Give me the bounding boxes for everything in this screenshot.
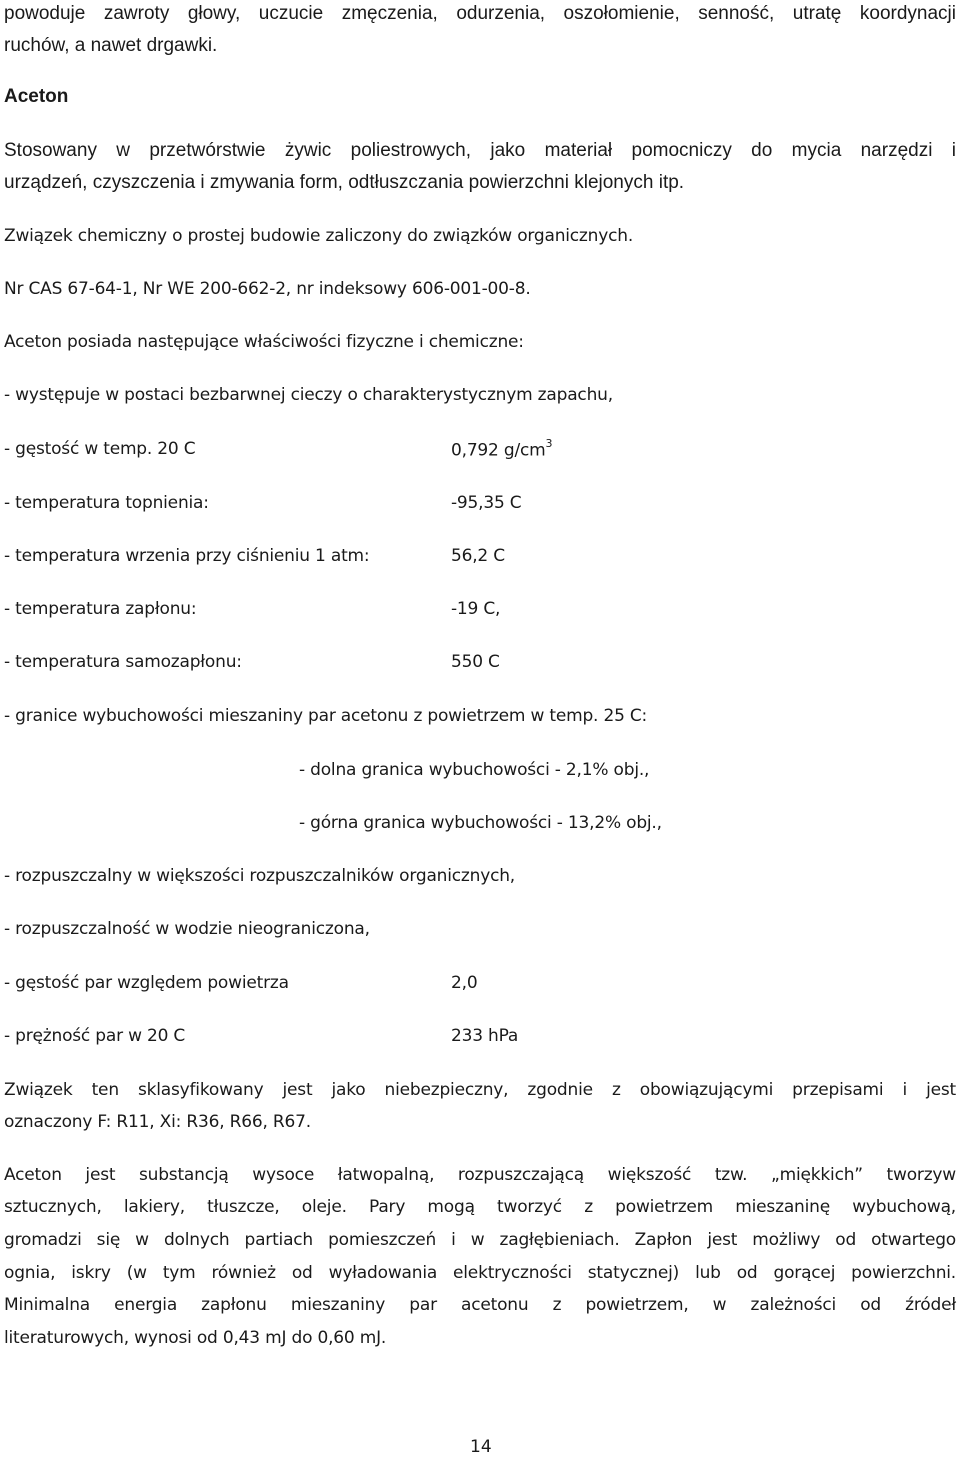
property-value-flash: -19 C, <box>451 599 501 619</box>
compound-description: Związek chemiczny o prostej budowie zaliczony do związków organicznych. <box>4 226 634 246</box>
cas-numbers: Nr CAS 67-64-1, Nr WE 200-662-2, nr indeksowy 606-001-00-8. <box>4 279 531 299</box>
classification-line-2: oznaczony F: R11, Xi: R36, R66, R67. <box>4 1112 311 1132</box>
hazard-line-6: literaturowych, wynosi od 0,43 mJ do 0,60 mJ. <box>4 1328 387 1348</box>
property-label-density: - gęstość w temp. 20 C <box>4 439 196 459</box>
page-number: 14 <box>470 1437 492 1457</box>
property-value-melting: -95,35 C <box>451 493 522 513</box>
explosion-lower: - dolna granica wybuchowości - 2,1% obj., <box>299 760 650 780</box>
usage-line-1: Stosowany w przetwórstwie żywic poliestrowych, jako materiał pomocniczy do mycia narzędzi i <box>4 140 956 161</box>
appearance: - występuje w postaci bezbarwnej cieczy o charakterystycznym zapachu, <box>4 385 613 405</box>
explosion-intro: - granice wybuchowości mieszaniny par acetonu z powietrzem w temp. 25 C: <box>4 706 648 726</box>
solubility-water: - rozpuszczalność w wodzie nieograniczona, <box>4 919 370 939</box>
vapor-density-label: - gęstość par względem powietrza <box>4 973 289 993</box>
hazard-line-2: sztucznych, lakiery, tłuszcze, oleje. Pary mogą tworzyć z powietrzem mieszaninę wybuchową, <box>4 1197 956 1217</box>
property-value-autoignition: 550 C <box>451 652 500 672</box>
vapor-density-value: 2,0 <box>451 973 478 993</box>
property-label-melting: - temperatura topnienia: <box>4 493 209 513</box>
intro-line-2: ruchów, a nawet drgawki. <box>4 35 218 56</box>
vapor-pressure-label: - prężność par w 20 C <box>4 1026 186 1046</box>
intro-line-1: powoduje zawroty głowy, uczucie zmęczenia, odurzenia, oszołomienie, senność, utratę koordynacji <box>4 3 956 24</box>
property-label-autoignition: - temperatura samozapłonu: <box>4 652 242 672</box>
property-label-boiling: - temperatura wrzenia przy ciśnieniu 1 atm: <box>4 546 370 566</box>
solubility-organic: - rozpuszczalny w większości rozpuszczalników organicznych, <box>4 866 515 886</box>
property-value-boiling: 56,2 C <box>451 546 505 566</box>
classification-line-1: Związek ten sklasyfikowany jest jako niebezpieczny, zgodnie z obowiązującymi przepisami i jest <box>4 1080 956 1100</box>
hazard-line-3: gromadzi się w dolnych partiach pomieszczeń i w zagłębieniach. Zapłon jest możliwy od otwartego <box>4 1230 956 1250</box>
hazard-line-4: ognia, iskry (w tym również od wyładowania elektryczności statycznej) lub od gorącej powierzchni. <box>4 1263 956 1283</box>
superscript-3: 3 <box>545 437 553 450</box>
explosion-upper: - górna granica wybuchowości - 13,2% obj., <box>299 813 662 833</box>
hazard-line-5: Minimalna energia zapłonu mieszaniny par acetonu z powietrzem, w zależności od źródeł <box>4 1295 956 1315</box>
property-value-density: 0,792 $g/cm^3$ <box>451 437 553 461</box>
vapor-pressure-value: 233 hPa <box>451 1026 519 1046</box>
property-label-flash: - temperatura zapłonu: <box>4 599 197 619</box>
usage-line-2: urządzeń, czyszczenia i zmywania form, odtłuszczania powierzchni klejonych itp. <box>4 172 685 193</box>
properties-intro: Aceton posiada następujące właściwości fizyczne i chemiczne: <box>4 332 524 352</box>
hazard-line-1: Aceton jest substancją wysoce łatwopalną, rozpuszczającą większość tzw. „miękkich” tworzyw <box>4 1165 956 1185</box>
section-heading: Aceton <box>4 86 69 107</box>
